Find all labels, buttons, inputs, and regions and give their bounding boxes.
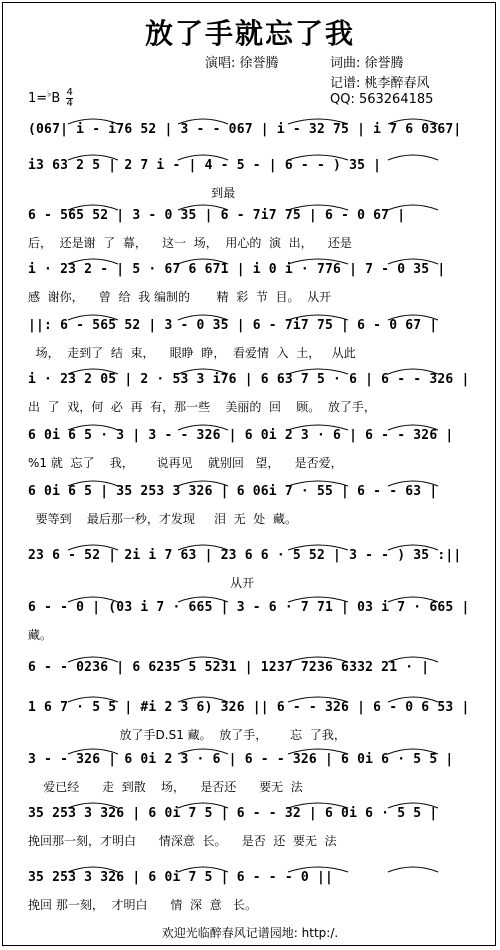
time-signature <box>66 88 72 109</box>
key-signature <box>28 88 73 109</box>
lyric-line: 后， 还是谢 了 幕， 这一 场， 用心的 演 出， 还是 <box>28 236 352 250</box>
notation-line: 23 6 - 52 | 2i i 7 63 | 23 6 6 · 5 52 | 3 - - ) 35 :|| <box>28 548 462 563</box>
writer-credit: 词曲: 徐誉腾 <box>330 56 404 71</box>
lyric-line: 感 谢你， 曾 给 我 编制的 精 彩 节 目。 从开 <box>28 290 332 304</box>
notation-line: 6 - - 0236 | 6 6235 5 5231 | 1237 7236 6332 21 · | <box>28 660 430 675</box>
notation-line: 35 253 3 326 | 6 0i 7 5 | 6 - - - 0 || <box>28 870 334 885</box>
lyric-line: %1 就 忘了 我， 说再见 就别回 望， 是否爱， <box>28 456 343 470</box>
lyric-line: 到最 <box>28 186 236 200</box>
notation-line: 6 0i 6 5 · 3 | 3 - - 326 | 6 0i 2 3 · 6 | 6 - - 326 | <box>28 428 454 443</box>
notation-line: 3 - - 326 | 6 0i 2 3 · 6 | 6 - - 326 | 6 0i 6 · 5 5 | <box>28 752 454 767</box>
notation-line: 6 0i 6 5 | 35 253 3 326 | 6 06i 7 · 55 | 6 - - 63 | <box>28 484 438 499</box>
notation-line: 6 - - 0 | (03 i 7 · 665 | 3 - 6 · 7 71 | 03 i 7 · 665 | <box>28 600 470 615</box>
singer-credit: 演唱: 徐誉腾 <box>205 56 279 71</box>
lyric-line: 藏。 <box>28 628 53 642</box>
lyric-line: 放了手D.S1 藏。 放了手， 忘 了我， <box>28 728 346 742</box>
key-note: B <box>51 91 61 106</box>
lyric-line: 场， 走到了 结 束， 眼睁 睁， 看爱情 入 土， 从此 <box>28 346 356 360</box>
lyric-line: 爱已经 走 到散 场， 是否还 要无 法 <box>28 780 303 794</box>
notation-line: i · 23 2 - | 5 · 67 6 671 | i 0 i · 776 | 7 - 0 35 | <box>28 262 446 277</box>
transcriber-credit: 记谱: 桃李醉春风 <box>330 76 430 91</box>
lyric-line: 要等到 最后那一秒，才发现 泪 无 处 藏。 <box>28 512 297 526</box>
qq-number: QQ: 563264185 <box>330 92 434 107</box>
key-prefix: 1= <box>28 91 48 106</box>
notation-line: ||: 6 - 565 52 | 3 - 0 35 | 6 - 7i7 75 | 6 - 0 67 | <box>28 318 438 333</box>
lyric-line: 出 了 戏，何 必 再 有，那一些 美丽的 回 顾。 放了手， <box>28 400 376 414</box>
notation-line: 35 253 3 326 | 6 0i 7 5 | 6 - - 32 | 6 0i 6 · 5 5 | <box>28 806 438 821</box>
notation-line: 6 - 565 52 | 3 - 0 35 | 6 - 7i7 75 | 6 - 0 67 | <box>28 208 406 223</box>
notation-line: i3 63 2 5 | 2 7 i - | 4 - 5 - | 6 - - ) 35 | <box>28 158 382 173</box>
flat-icon: ♭ <box>47 89 52 100</box>
footer-note: 欢迎光临醉春风记谱园地: http:/. <box>161 926 339 940</box>
lyric-line: 挽回那一刻，才明白 情深意 长。 是否 还 要无 法 <box>28 834 337 848</box>
notation-line: (067| i - i76 52 | 3 - - 067 | i - 32 75 | i 7 6 0367| <box>28 122 462 137</box>
notation-line: 1 6 7 · 5 5 | #i 2 3 6) 326 || 6 - - 326 | 6 - 0 6 53 | <box>28 700 470 715</box>
lyric-line: 从开 <box>28 576 255 590</box>
song-title: 放了手就忘了我 <box>144 17 355 50</box>
time-top: 4 <box>66 87 73 98</box>
time-bottom: 4 <box>66 98 73 109</box>
notation-line: i · 23 2 05 | 2 · 53 3 i76 | 6 63 7 5 · 6 | 6 - - 326 | <box>28 372 470 387</box>
lyric-line: 挽回 那一刻， 才明白 情 深 意 长。 <box>28 898 258 912</box>
